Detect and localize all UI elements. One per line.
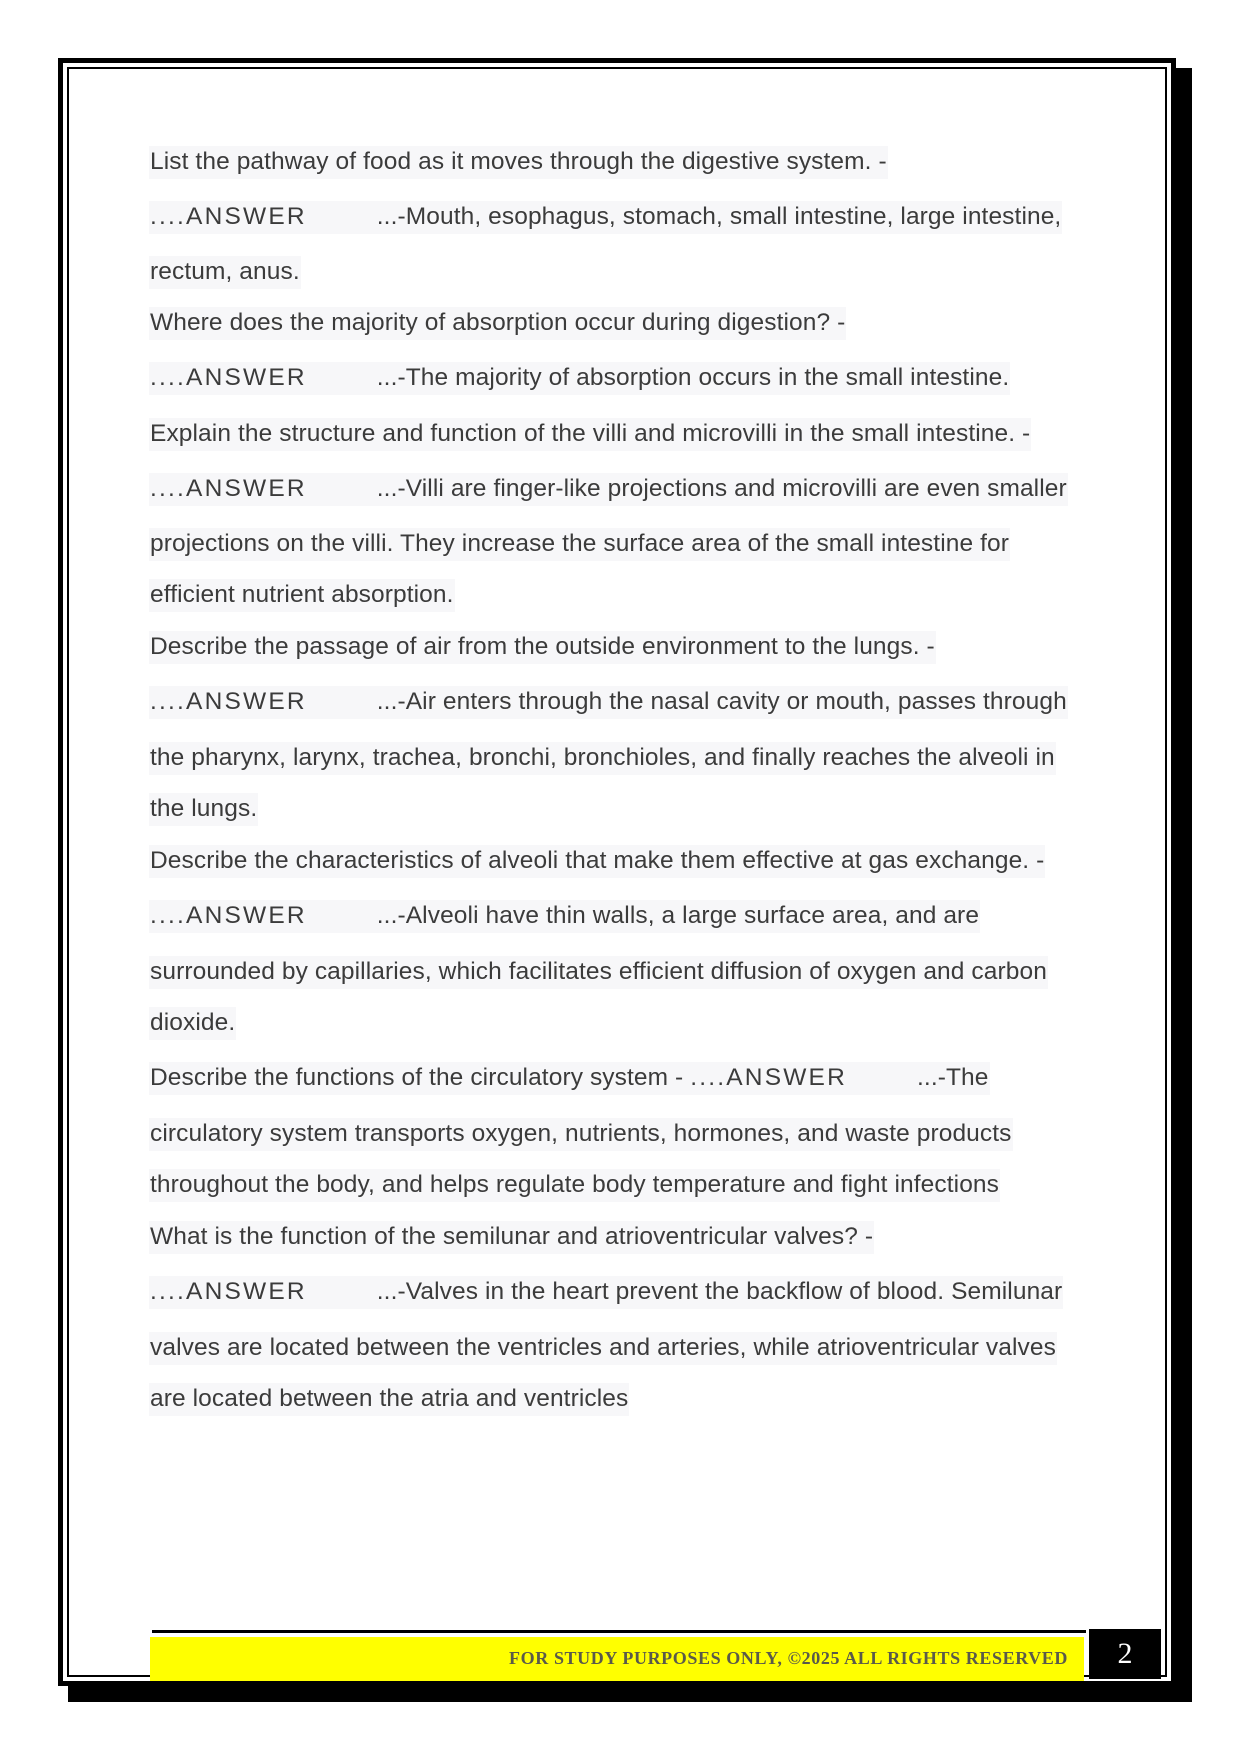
- answer-tag: ....ANSWER: [150, 203, 307, 230]
- question-valves: What is the function of the semilunar and atrioventricular valves? -: [149, 1223, 874, 1251]
- answer-continuation: projections on the villi. They increase the surface area of the small intestine for: [149, 530, 1010, 558]
- page-number: 2: [1089, 1629, 1161, 1679]
- question-absorption: Where does the majority of absorption occur during digestion? -: [149, 309, 846, 337]
- answer-continuation: valves are located between the ventricles and arteries, while atrioventricular valves: [149, 1334, 1057, 1362]
- answer-continuation: dioxide.: [149, 1009, 236, 1037]
- answer-valves: ....ANSWER ...-Valves in the heart prevent the backflow of blood. Semilunar: [149, 1278, 1063, 1306]
- answer-tag: ....ANSWER: [690, 1064, 847, 1091]
- answer-tag: ....ANSWER: [150, 475, 307, 502]
- answer-continuation: are located between the atria and ventricles: [149, 1385, 629, 1413]
- answer-tag: ....ANSWER: [150, 688, 307, 715]
- answer-digestive-pathway: ....ANSWER ...-Mouth, esophagus, stomach, small intestine, large intestine,: [149, 203, 1062, 231]
- question-villi: Explain the structure and function of the villi and microvilli in the small intestine. -: [149, 420, 1031, 448]
- footer-bar: [150, 1637, 1084, 1681]
- question-alveoli: Describe the characteristics of alveoli that make them effective at gas exchange. -: [149, 847, 1045, 875]
- answer-continuation: the lungs.: [149, 795, 258, 823]
- answer-absorption: ....ANSWER ...-The majority of absorption occurs in the small intestine.: [149, 364, 1010, 392]
- answer-continuation: circulatory system transports oxygen, nutrients, hormones, and waste products: [149, 1120, 1013, 1148]
- answer-continuation: surrounded by capillaries, which facilitates efficient diffusion of oxygen and carbon: [149, 958, 1048, 986]
- answer-air-passage: ....ANSWER ...-Air enters through the nasal cavity or mouth, passes through: [149, 688, 1068, 716]
- answer-villi: ....ANSWER ...-Villi are finger-like projections and microvilli are even smaller: [149, 475, 1068, 503]
- answer-continuation: the pharynx, larynx, trachea, bronchi, bronchioles, and finally reaches the alveoli in: [149, 744, 1056, 772]
- answer-tag: ....ANSWER: [150, 364, 307, 391]
- question-digestive-pathway: List the pathway of food as it moves through the digestive system. -: [149, 148, 888, 176]
- answer-continuation: efficient nutrient absorption.: [149, 581, 455, 609]
- answer-continuation: rectum, anus.: [149, 258, 301, 286]
- answer-tag: ....ANSWER: [150, 1278, 307, 1305]
- footer-notice: FOR STUDY PURPOSES ONLY, ©2025 ALL RIGHTS RESERVED: [509, 1648, 1068, 1668]
- question-air-passage: Describe the passage of air from the outside environment to the lungs. -: [149, 633, 936, 661]
- answer-continuation: throughout the body, and helps regulate body temperature and fight infections: [149, 1171, 1000, 1199]
- footer-rule: [152, 1630, 1086, 1633]
- answer-tag: ....ANSWER: [150, 902, 307, 929]
- question-circulatory: Describe the functions of the circulatory system - ....ANSWER ...-The: [149, 1064, 990, 1092]
- answer-alveoli: ....ANSWER ...-Alveoli have thin walls, a large surface area, and are: [149, 902, 980, 930]
